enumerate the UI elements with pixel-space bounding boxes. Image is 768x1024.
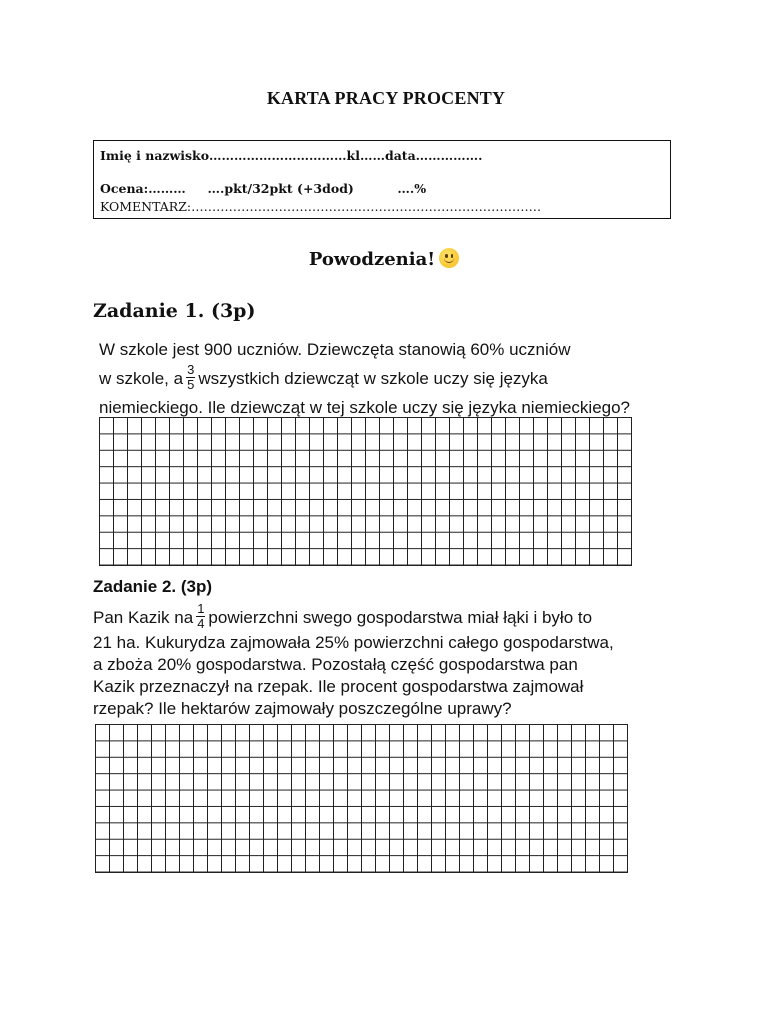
- comment-line: KOMENTARZ:…………………………………………………………………………: [100, 199, 542, 214]
- task-2-line-2: 21 ha. Kukurydza zajmowała 25% powierzchni całego gospodarstwa,: [93, 633, 614, 653]
- task-1-title: Zadanie 1. (3p): [93, 300, 256, 322]
- task-1-line-1: W szkole jest 900 uczniów. Dziewczęta stanowią 60% uczniów: [99, 340, 571, 359]
- name-class-date-line: Imię i nazwisko……………………………kl……data…………….: [100, 148, 483, 163]
- task-1-line-3: niemieckiego. Ile dziewcząt w tej szkole uczy się języka niemieckiego?: [99, 398, 631, 418]
- task-1-text: [99, 335, 630, 422]
- task-2-line-5: rzepak? Ile hektarów zajmowały poszczególne uprawy?: [93, 699, 512, 719]
- fraction-one-quarter: $\frac{1}{4}$: [197, 601, 205, 632]
- task-2-line-3: a zboża 20% gospodarstwa. Pozostałą część gospodarstwa pan: [93, 655, 578, 675]
- task-2-text: [93, 601, 614, 720]
- smiley-icon: [439, 248, 459, 268]
- good-luck-message: [0, 248, 768, 270]
- task-2-line-4: Kazik przeznaczył na rzepak. Ile procent gospodarstwa zajmował: [93, 677, 584, 697]
- task-1-answer-grid[interactable]: [99, 417, 632, 566]
- task-2-title: Zadanie 2. (3p): [93, 577, 213, 596]
- task-2-line-1: Pan Kazik na $\frac{1}{4}$ powierzchni swego gospodarstwa miał łąki i było to: [93, 601, 593, 632]
- good-luck-text: Powodzenia!: [308, 249, 436, 270]
- task-2-answer-grid[interactable]: [95, 724, 628, 873]
- task-1-line-2: w szkole, a $\frac{3}{5}$ wszystkich dziewcząt w szkole uczy się języka: [99, 362, 548, 393]
- fraction-three-fifths: $\frac{3}{5}$: [187, 362, 195, 393]
- student-info-box: [93, 140, 671, 219]
- worksheet-title: KARTA PRACY PROCENTY: [266, 88, 506, 108]
- score-line: Ocena:……… ….pkt/32pkt (+3dod) ….%: [100, 181, 427, 196]
